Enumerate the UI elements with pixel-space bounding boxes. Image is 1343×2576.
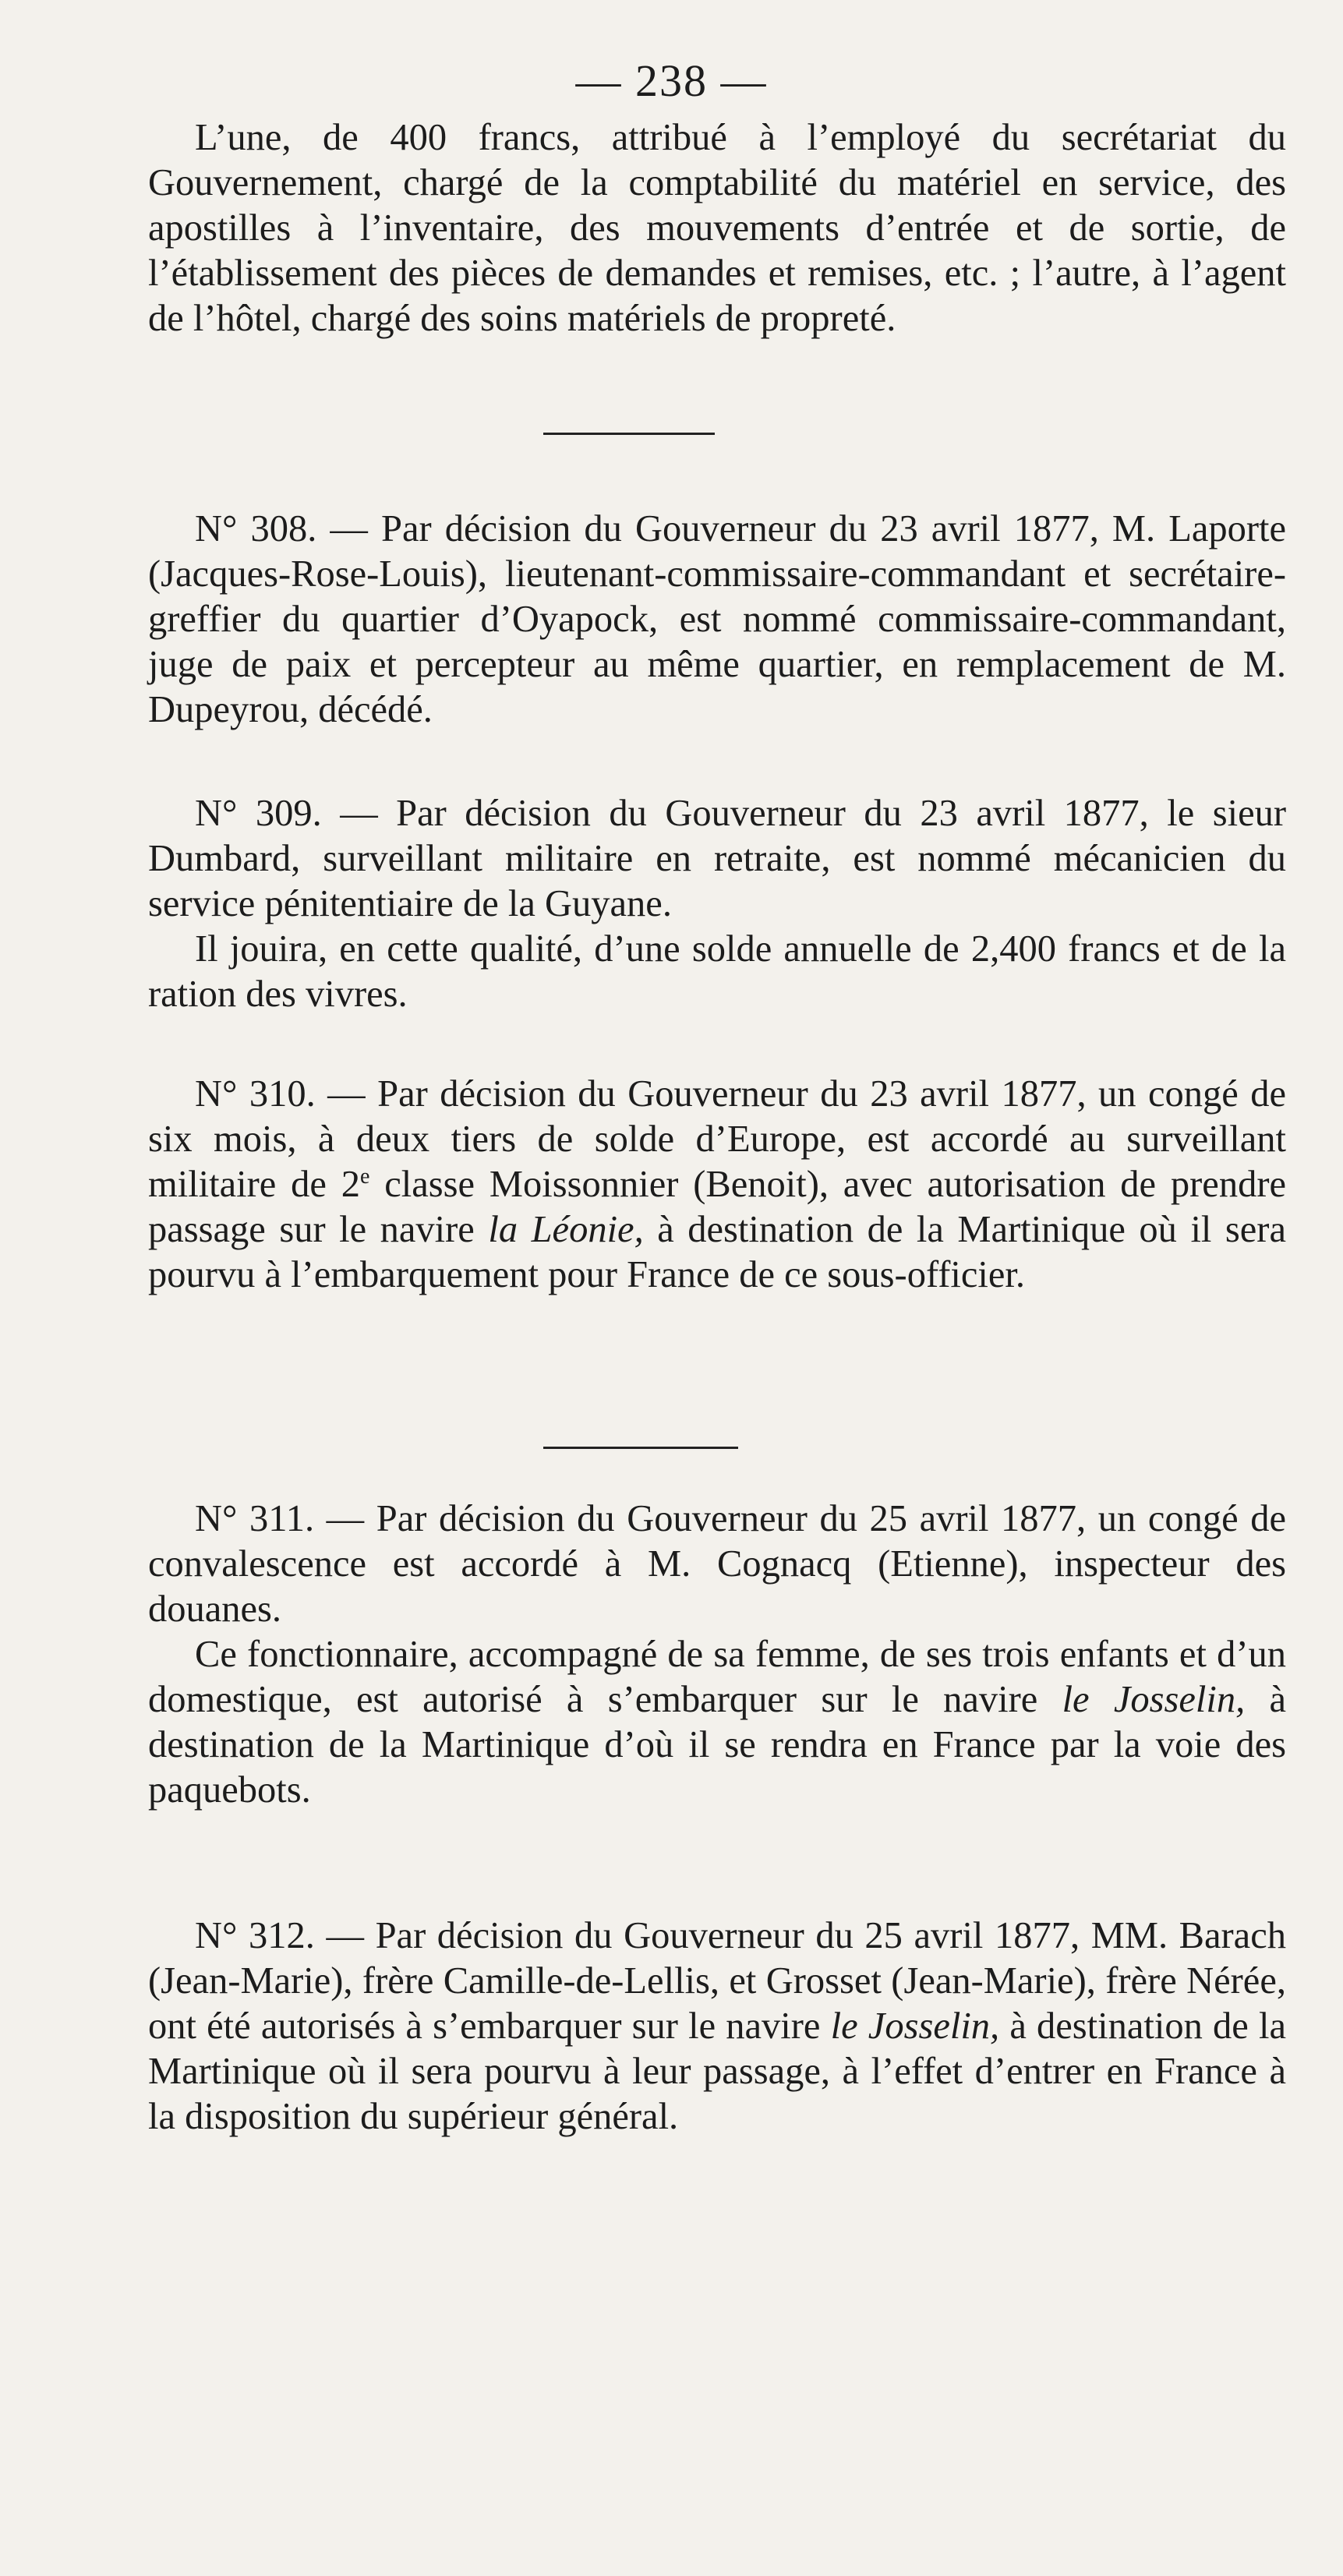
section-divider [543, 1447, 738, 1449]
decision-309 [148, 791, 1286, 1017]
text-segment: N° 312. — Par décision du Gouverneur du 25 avril 1877, MM. Barach (Jean-Marie), frère Camille-de-Lellis, et Grosset (Jean-Marie), frère Nérée, ont été autorisés à s’embarquer sur le navire [148, 1915, 1286, 2047]
page-number: — 238 — [575, 55, 768, 106]
ship-name: le Josselin, [1062, 1679, 1246, 1720]
text-segment: à destination de la Martinique où il sera pourvu à l’embarquement pour France de ce sous-officier. [148, 1209, 1286, 1295]
superscript: e [360, 1164, 370, 1189]
paragraph-text: L’une, de 400 francs, attribué à l’employé du secrétariat du Gouvernement, chargé de la comptabilité du matériel en service, des apostilles à l’inventaire, des mouvements d’entrée et de sortie, de l’établissement des pièces de demandes et remises, etc. ; l’autre, à l’agent de l’hôtel, chargé des soins matériels de propreté. [148, 117, 1286, 339]
paragraph-text [148, 1072, 1286, 1298]
text-segment: à destination de la Martinique d’où il se rendra en France par la voie des paquebots. [148, 1679, 1286, 1811]
paragraph-text-continued: Il jouira, en cette qualité, d’une solde annuelle de 2,400 francs et de la ration des vivres. [148, 928, 1286, 1015]
text-segment: à destination de la Martinique où il sera pourvu à leur passage, à l’effet d’entrer en France à la disposition du supérieur général. [148, 2005, 1286, 2137]
decision-310 [148, 1072, 1286, 1298]
text-segment: classe Moissonnier (Benoit), avec autorisation de prendre passage sur le navire [148, 1164, 1286, 1250]
ship-name: la Léonie, [488, 1209, 644, 1250]
decision-312 [148, 1913, 1286, 2140]
paragraph-text-continued [148, 1632, 1286, 1813]
decision-308 [148, 507, 1286, 733]
paragraph-text: N° 309. — Par décision du Gouverneur du 23 avril 1877, le sieur Dumbard, surveillant militaire en retraite, est nommé mécanicien du service pénitentiaire de la Guyane. [148, 793, 1286, 924]
decision-311 [148, 1496, 1286, 1813]
text-segment: Ce fonctionnaire, accompagné de sa femme, de ses trois enfants et d’un domestique, est autorisé à s’embarquer sur le navire [148, 1634, 1286, 1720]
paragraph-text [148, 1913, 1286, 2140]
ship-name: le Josselin, [830, 2005, 1000, 2047]
paragraph-text: N° 308. — Par décision du Gouverneur du 23 avril 1877, M. Laporte (Jacques-Rose-Louis), lieutenant-commissaire-commandant et secrétaire-greffier du quartier d’Oyapock, est nommé commissaire-commandant, juge de paix et percepteur au même quartier, en remplacement de M. Dupeyrou, décédé. [148, 508, 1286, 730]
paragraph-intro [148, 115, 1286, 341]
paragraph-text: N° 311. — Par décision du Gouverneur du 25 avril 1877, un congé de convalescence est accordé à M. Cognacq (Etienne), inspecteur des douanes. [148, 1498, 1286, 1630]
section-divider [543, 433, 715, 435]
text-segment: N° 310. — Par décision du Gouverneur du 23 avril 1877, un congé de six mois, à deux tiers de solde d’Europe, est accordé au surveillant militaire de 2 [148, 1073, 1286, 1205]
